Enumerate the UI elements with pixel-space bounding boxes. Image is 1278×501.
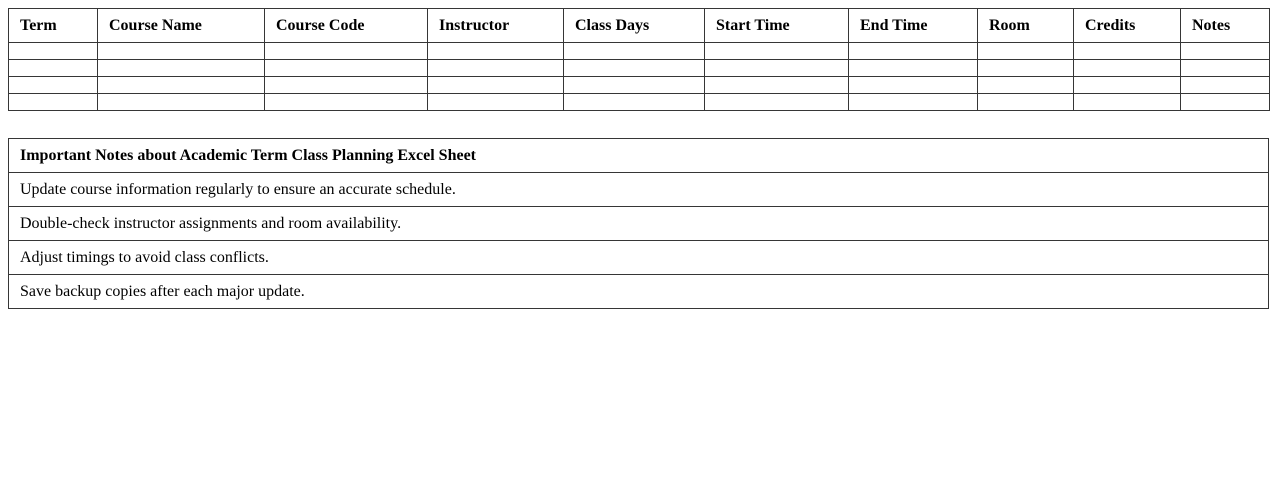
empty-cell-notes bbox=[1181, 77, 1270, 94]
planning-sheet bbox=[8, 8, 1270, 309]
note-row bbox=[9, 241, 1269, 275]
empty-cell-end-time bbox=[849, 60, 978, 77]
empty-cell-course-code bbox=[265, 94, 428, 111]
empty-cell-class-days bbox=[564, 94, 705, 111]
schedule-empty-row bbox=[9, 77, 1270, 94]
empty-cell-instructor bbox=[428, 77, 564, 94]
empty-cell-course-code bbox=[265, 77, 428, 94]
empty-cell-notes bbox=[1181, 94, 1270, 111]
note-text: Adjust timings to avoid class conflicts. bbox=[9, 241, 1269, 275]
empty-cell-term bbox=[9, 60, 98, 77]
empty-cell-course-code bbox=[265, 60, 428, 77]
empty-cell-notes bbox=[1181, 60, 1270, 77]
notes-title-row bbox=[9, 139, 1269, 173]
notes-table bbox=[8, 138, 1269, 309]
empty-cell-room bbox=[978, 60, 1074, 77]
column-header-course-name: Course Name bbox=[98, 9, 265, 43]
note-row bbox=[9, 173, 1269, 207]
empty-cell-term bbox=[9, 77, 98, 94]
empty-cell-course-name bbox=[98, 94, 265, 111]
column-header-class-days: Class Days bbox=[564, 9, 705, 43]
empty-cell-credits bbox=[1074, 77, 1181, 94]
empty-cell-course-name bbox=[98, 77, 265, 94]
empty-cell-course-name bbox=[98, 60, 265, 77]
column-header-course-code: Course Code bbox=[265, 9, 428, 43]
empty-cell-class-days bbox=[564, 60, 705, 77]
note-text: Update course information regularly to ensure an accurate schedule. bbox=[9, 173, 1269, 207]
empty-cell-room bbox=[978, 43, 1074, 60]
note-text: Save backup copies after each major update. bbox=[9, 275, 1269, 309]
schedule-empty-row bbox=[9, 94, 1270, 111]
column-header-credits: Credits bbox=[1074, 9, 1181, 43]
empty-cell-start-time bbox=[705, 60, 849, 77]
empty-cell-instructor bbox=[428, 60, 564, 77]
column-header-room: Room bbox=[978, 9, 1074, 43]
course-schedule-table bbox=[8, 8, 1270, 111]
schedule-header-row bbox=[9, 9, 1270, 43]
empty-cell-credits bbox=[1074, 43, 1181, 60]
empty-cell-end-time bbox=[849, 77, 978, 94]
note-text: Double-check instructor assignments and room availability. bbox=[9, 207, 1269, 241]
empty-cell-start-time bbox=[705, 94, 849, 111]
empty-cell-start-time bbox=[705, 43, 849, 60]
empty-cell-room bbox=[978, 94, 1074, 111]
column-header-start-time: Start Time bbox=[705, 9, 849, 43]
empty-cell-notes bbox=[1181, 43, 1270, 60]
column-header-notes: Notes bbox=[1181, 9, 1270, 43]
empty-cell-instructor bbox=[428, 94, 564, 111]
empty-cell-room bbox=[978, 77, 1074, 94]
empty-cell-instructor bbox=[428, 43, 564, 60]
schedule-empty-row bbox=[9, 43, 1270, 60]
note-row bbox=[9, 207, 1269, 241]
column-header-end-time: End Time bbox=[849, 9, 978, 43]
empty-cell-credits bbox=[1074, 94, 1181, 111]
empty-cell-course-code bbox=[265, 43, 428, 60]
column-header-term: Term bbox=[9, 9, 98, 43]
empty-cell-term bbox=[9, 94, 98, 111]
empty-cell-class-days bbox=[564, 43, 705, 60]
schedule-empty-row bbox=[9, 60, 1270, 77]
column-header-instructor: Instructor bbox=[428, 9, 564, 43]
empty-cell-term bbox=[9, 43, 98, 60]
empty-cell-end-time bbox=[849, 94, 978, 111]
empty-cell-class-days bbox=[564, 77, 705, 94]
empty-cell-start-time bbox=[705, 77, 849, 94]
note-row bbox=[9, 275, 1269, 309]
notes-title: Important Notes about Academic Term Class Planning Excel Sheet bbox=[9, 139, 1269, 173]
empty-cell-course-name bbox=[98, 43, 265, 60]
empty-cell-credits bbox=[1074, 60, 1181, 77]
empty-cell-end-time bbox=[849, 43, 978, 60]
